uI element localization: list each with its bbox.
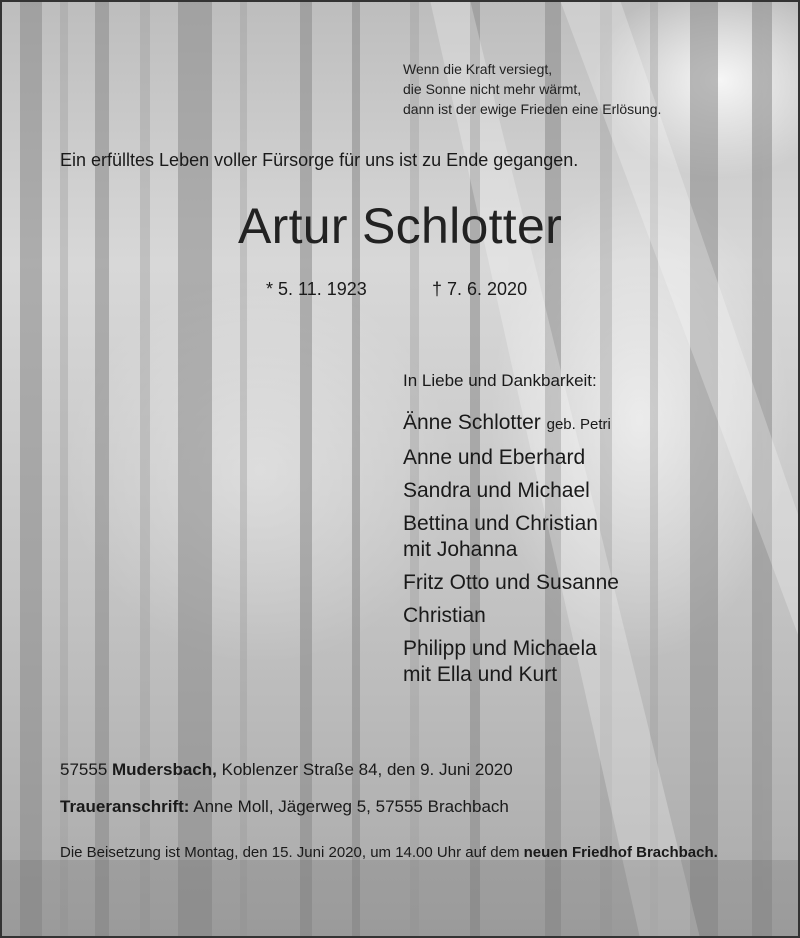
mourner-line: Philipp und Michaela xyxy=(403,637,597,660)
burial-text: Die Beisetzung ist Montag, den 15. Juni 2020, um 14.00 Uhr auf dem xyxy=(60,844,520,861)
intro-text: Ein erfülltes Leben voller Fürsorge für uns ist zu Ende gegangen. xyxy=(60,150,579,170)
poem-line: dann ist der ewige Frieden eine Erlösung. xyxy=(403,101,662,117)
mourning-address-value: Anne Moll, Jägerweg 5, 57555 Brachbach xyxy=(193,797,509,816)
mourning-address xyxy=(60,797,509,817)
mourner-line: mit Ella und Kurt xyxy=(403,663,558,686)
place-town: Mudersbach, xyxy=(112,760,217,779)
mourner-entry xyxy=(403,410,611,438)
deceased-name: Artur Schlotter xyxy=(237,198,563,254)
thanks-heading: In Liebe und Dankbarkeit: xyxy=(403,371,597,390)
mourner-entry: Sandra und Michael xyxy=(403,479,590,502)
mourner-birth-name: geb. Petri xyxy=(546,416,611,433)
mourner-name: Änne Schlotter xyxy=(403,411,541,434)
mourner-entry xyxy=(403,511,598,563)
mourner-line: Bettina und Christian xyxy=(403,512,598,535)
mourner-line: mit Johanna xyxy=(403,538,518,561)
poem-line: Wenn die Kraft versiegt, xyxy=(403,61,553,77)
mourner-entry: Christian xyxy=(403,604,486,627)
mourner-entry xyxy=(403,636,597,688)
place-zip: 57555 xyxy=(60,760,108,779)
mourning-address-label: Traueranschrift: xyxy=(60,797,190,816)
poem xyxy=(403,59,661,119)
birth-date: * 5. 11. 1923 xyxy=(266,279,367,299)
mourner-entry: Fritz Otto und Susanne xyxy=(403,571,619,594)
burial-place: neuen Friedhof Brachbach. xyxy=(523,844,718,861)
death-date: † 7. 6. 2020 xyxy=(432,279,528,299)
mourner-entry: Anne und Eberhard xyxy=(403,446,586,469)
place-and-date xyxy=(60,760,513,780)
burial-notice xyxy=(60,843,742,863)
place-street-date: Koblenzer Straße 84, den 9. Juni 2020 xyxy=(221,760,513,779)
poem-line: die Sonne nicht mehr wärmt, xyxy=(403,81,582,97)
